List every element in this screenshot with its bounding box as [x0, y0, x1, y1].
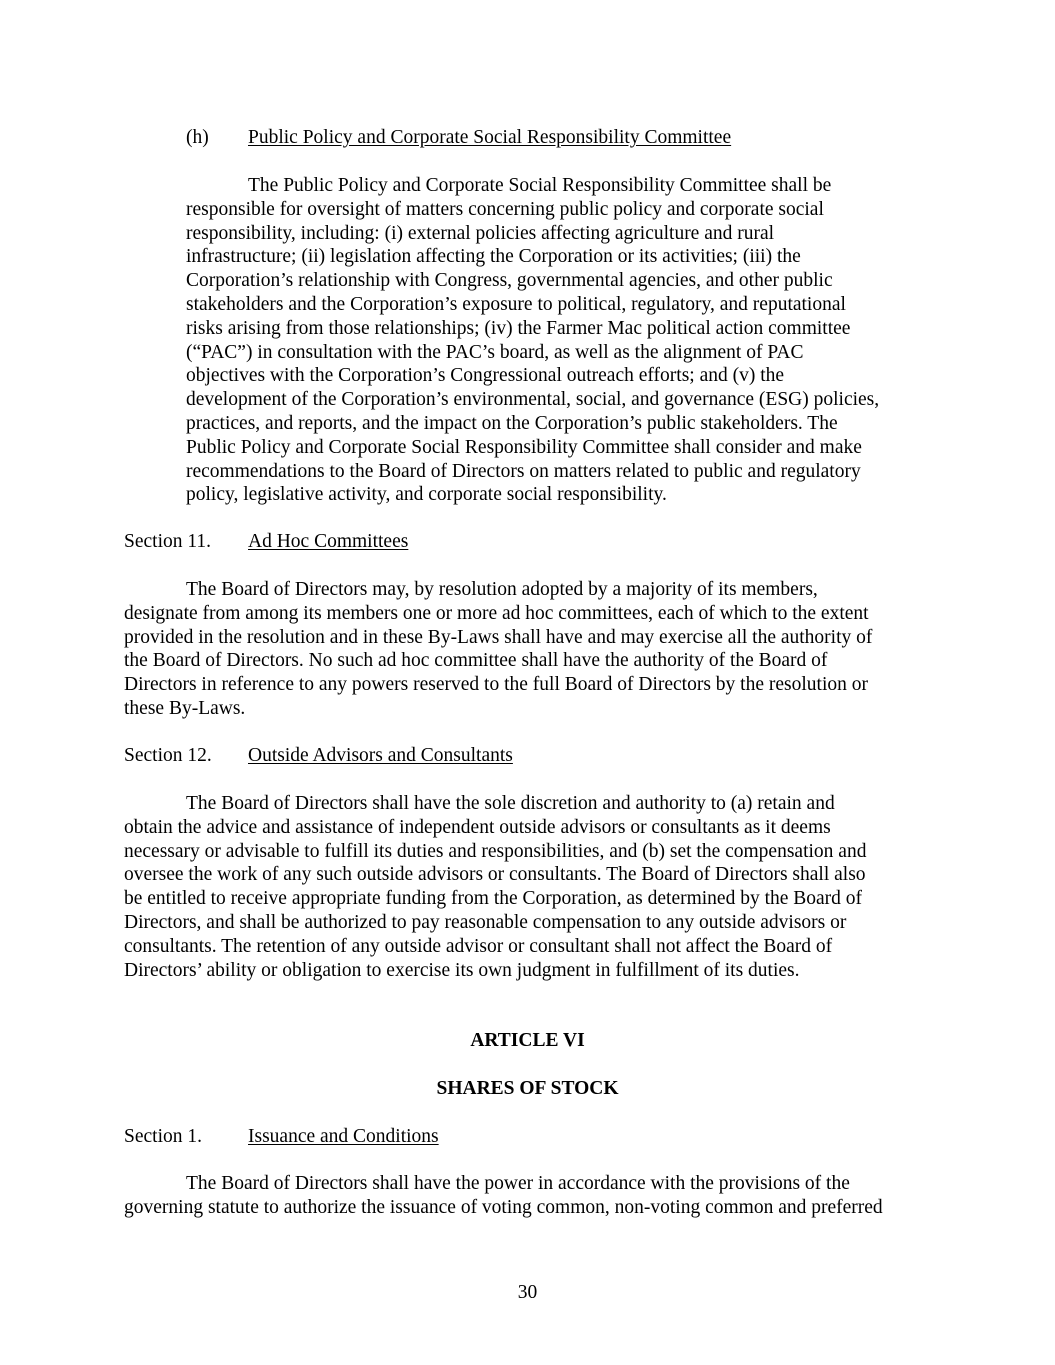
paragraph-line: provided in the resolution and in these By-Laws shall have and may exercise all the authority of — [124, 626, 873, 648]
section-12-title: Outside Advisors and Consultants — [248, 745, 513, 766]
section-12-paragraph — [124, 792, 866, 982]
paragraph-line: policy, legislative activity, and corporate social responsibility. — [186, 484, 667, 506]
paragraph-line: The Public Policy and Corporate Social Responsibility Committee shall be — [248, 175, 832, 196]
paragraph-line: be entitled to receive appropriate funding from the Corporation, as determined by the Board of — [124, 888, 863, 910]
paragraph-line: the Board of Directors. No such ad hoc committee shall have the authority of the Board of — [124, 650, 828, 672]
paragraph-line: objectives with the Corporation’s Congressional outreach efforts; and (v) the — [186, 365, 785, 387]
section-11-number: Section 11. — [124, 531, 212, 552]
paragraph-line: oversee the work of any such outside advisors or consultants. The Board of Directors shall also — [124, 864, 866, 886]
paragraph-line: The Board of Directors may, by resolution adopted by a majority of its members, — [186, 579, 818, 600]
section-11-title: Ad Hoc Committees — [248, 531, 409, 552]
paragraph-line: (“PAC”) in consultation with the PAC’s board, as well as the alignment of PAC — [186, 341, 804, 363]
paragraph-line: responsibility, including: (i) external policies affecting agriculture and rural — [186, 222, 775, 244]
paragraph-line: The Board of Directors shall have the sole discretion and authority to (a) retain and — [186, 793, 835, 814]
paragraph-line: Public Policy and Corporate Social Responsibility Committee shall consider and make — [186, 436, 862, 458]
section-h-title: Public Policy and Corporate Social Responsibility Committee — [248, 127, 732, 148]
paragraph-line: The Board of Directors shall have the power in accordance with the provisions of the — [186, 1173, 850, 1194]
paragraph-line: Directors’ ability or obligation to exercise its own judgment in fulfillment of its duties. — [124, 959, 800, 981]
paragraph-line: Directors in reference to any powers reserved to the full Board of Directors by the resolution or — [124, 674, 868, 696]
paragraph-line: designate from among its members one or more ad hoc committees, each of which to the extent — [124, 602, 869, 624]
section-1-title: Issuance and Conditions — [248, 1126, 439, 1147]
paragraph-line: obtain the advice and assistance of independent outside advisors or consultants as it deems — [124, 816, 831, 838]
section-h-number: (h) — [186, 127, 209, 148]
section-11-paragraph — [124, 578, 872, 721]
paragraph-line: infrastructure; (ii) legislation affecting the Corporation or its activities; (iii) the — [186, 246, 801, 268]
paragraph-line: practices, and reports, and the impact on the Corporation’s public stakeholders. The — [186, 412, 838, 434]
paragraph-line: responsible for oversight of matters concerning public policy and corporate social — [186, 198, 824, 220]
article-title: SHARES OF STOCK — [436, 1078, 619, 1099]
paragraph-line: risks arising from those relationships; (iv) the Farmer Mac political action committee — [186, 317, 851, 339]
section-1-paragraph — [124, 1172, 883, 1220]
paragraph-line: Corporation’s relationship with Congress, governmental agencies, and other public — [186, 270, 833, 292]
section-12-number: Section 12. — [124, 745, 212, 766]
paragraph-line: consultants. The retention of any outside advisor or consultant shall not affect the Board of — [124, 935, 833, 957]
paragraph-line: governing statute to authorize the issuance of voting common, non-voting common and preferred — [124, 1196, 883, 1218]
paragraph-line: Directors, and shall be authorized to pay reasonable compensation to any outside advisors or — [124, 911, 847, 933]
paragraph-line: development of the Corporation’s environmental, social, and governance (ESG) policies, — [186, 389, 880, 411]
article-number: ARTICLE VI — [470, 1030, 585, 1051]
paragraph-line: necessary or advisable to fulfill its duties and responsibilities, and (b) set the compensation and — [124, 840, 867, 862]
paragraph-line: stakeholders and the Corporation’s exposure to political, regulatory, and reputational — [186, 293, 846, 315]
section-h-paragraph — [186, 174, 879, 507]
paragraph-line: recommendations to the Board of Directors on matters related to public and regulatory — [186, 460, 861, 482]
paragraph-line: these By-Laws. — [124, 697, 246, 719]
section-1-number: Section 1. — [124, 1126, 202, 1147]
page-number: 30 — [517, 1282, 538, 1303]
